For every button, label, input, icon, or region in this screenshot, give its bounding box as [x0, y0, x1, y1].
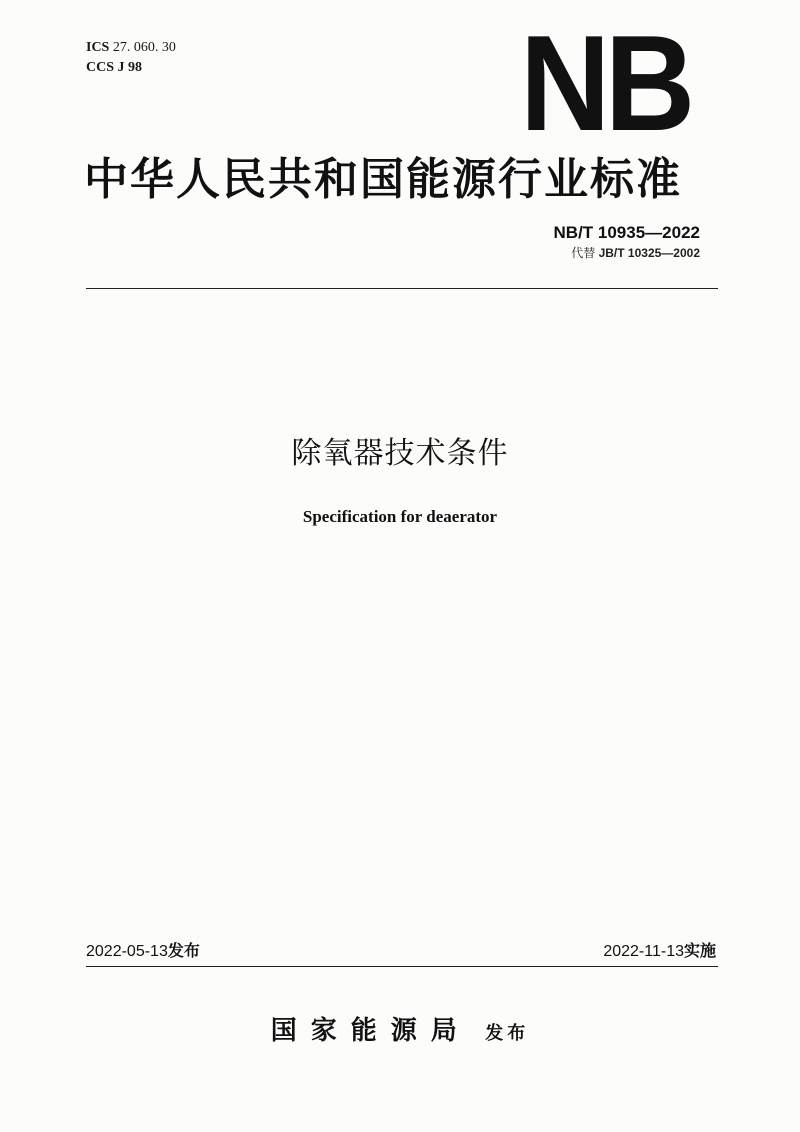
- ccs-label: CCS: [86, 60, 115, 75]
- issuer-action: 发布: [485, 1023, 530, 1044]
- ics-line: [86, 38, 176, 58]
- issuer-line: [0, 1010, 800, 1047]
- implement-date-line: [603, 940, 716, 963]
- standard-category-title: 中华人民共和国能源行业标准: [84, 154, 682, 205]
- implement-label: 实施: [683, 941, 716, 960]
- issue-label: 发布: [167, 941, 200, 960]
- footer-divider: [86, 966, 718, 967]
- ics-code: 27. 060. 30: [112, 40, 176, 55]
- ccs-line: [86, 58, 176, 78]
- document-title-english: Specification for deaerator: [302, 507, 498, 526]
- nb-logo: NB: [520, 7, 690, 159]
- replaces-line: [554, 244, 700, 262]
- document-title-chinese: 除氧器技术条件: [291, 436, 509, 471]
- ics-label: ICS: [86, 40, 110, 55]
- header-divider: [86, 288, 718, 289]
- replaces-number: JB/T 10325—2002: [598, 246, 700, 260]
- issuer-organization: 国家能源局: [270, 1016, 471, 1046]
- standard-number-block: [554, 222, 700, 262]
- ccs-code: J 98: [117, 60, 143, 75]
- issue-date-line: [86, 940, 200, 963]
- issue-date: 2022-05-13: [86, 943, 168, 960]
- implement-date: 2022-11-13: [603, 943, 684, 960]
- replaces-label: 代替: [571, 246, 596, 260]
- classification-codes: [86, 38, 176, 78]
- standard-number: NB/T 10935—2022: [553, 223, 700, 242]
